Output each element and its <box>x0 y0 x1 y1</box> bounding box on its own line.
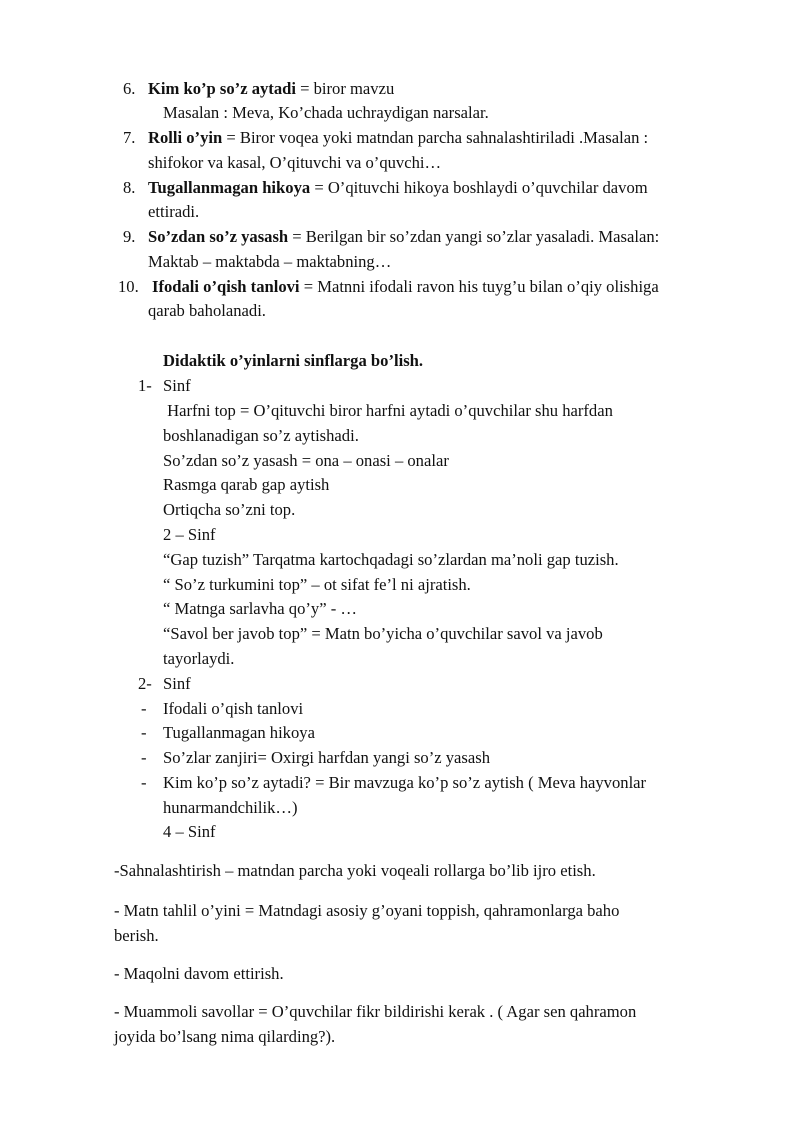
list-term: Rolli o’yin <box>148 128 223 147</box>
list-item-text: Harfni top = O’qituvchi biror harfni aytadi o’quvchilar shu harfdan <box>163 401 613 420</box>
list-item-text: “ So’z turkumini top” – ot sifat fe’l ni ajratish. <box>163 575 471 594</box>
list-marker: - <box>141 748 147 767</box>
list-item-text: 2 – Sinf <box>163 525 216 544</box>
list-text: = Matnni ifodali ravon his tuyg’u bilan o’qiy olishiga <box>299 277 659 296</box>
list-item-text: Rasmga qarab gap aytish <box>163 475 330 494</box>
list-number: 6. <box>123 79 136 98</box>
list-item-text: boshlanadigan so’z aytishadi. <box>163 426 359 445</box>
list-text: = Biror voqea yoki matndan parcha sahnalashtiriladi .Masalan : <box>222 128 649 147</box>
list-text: = biror mavzu <box>295 79 395 98</box>
list-text: = O’qituvchi hikoya boshlaydi o’quvchilar davom <box>310 178 648 197</box>
list-number: 10. <box>118 277 139 296</box>
list-item: Sinf <box>163 674 191 693</box>
list-marker: - <box>141 699 147 718</box>
list-item-text: “ Matnga sarlavha qo’y” - … <box>163 599 357 618</box>
list-item: Tugallanmagan hikoya <box>163 723 315 742</box>
paragraph-line: joyida bo’lsang nima qilarding?). <box>114 1027 336 1046</box>
list-item <box>148 225 659 250</box>
list-item <box>148 126 648 151</box>
list-marker: - <box>141 773 147 792</box>
list-number: 9. <box>123 227 136 246</box>
paragraph-line: - Muammoli savollar = O’quvchilar fikr bildirishi kerak . ( Agar sen qahramon <box>114 1002 637 1021</box>
list-item: Ifodali o’qish tanlovi <box>163 699 304 718</box>
list-item: So’zlar zanjiri= Oxirgi harfdan yangi so’z yasash <box>163 748 490 767</box>
list-term: Tugallanmagan hikoya <box>148 178 311 197</box>
list-term: So’zdan so’z yasash <box>148 227 289 246</box>
list-item <box>152 275 659 300</box>
list-item-text: Ortiqcha so’zni top. <box>163 500 296 519</box>
list-item-continuation: Masalan : Meva, Ko’chada uchraydigan narsalar. <box>163 103 489 122</box>
list-item-continuation: Maktab – maktabda – maktabning… <box>148 252 392 271</box>
paragraph-line: - Maqolni davom ettirish. <box>114 964 284 983</box>
list-item-continuation: ettiradi. <box>148 202 200 221</box>
list-item-continuation: shifokor va kasal, O’qituvchi va o’quvchi… <box>148 153 442 172</box>
list-number: 8. <box>123 178 136 197</box>
list-item: Kim ko’p so’z aytadi? = Bir mavzuga ko’p so’z aytish ( Meva hayvonlar <box>163 773 647 792</box>
list-item-text: “Savol ber javob top” = Matn bo’yicha o’quvchilar savol va javob <box>163 624 603 643</box>
list-item: Sinf <box>163 376 191 395</box>
list-term: Kim ko’p so’z aytadi <box>148 79 296 98</box>
list-item <box>148 77 394 102</box>
list-number: 7. <box>123 128 136 147</box>
list-term: Ifodali o’qish tanlovi <box>152 277 300 296</box>
list-marker: - <box>141 723 147 742</box>
list-item-continuation: qarab baholanadi. <box>148 301 266 320</box>
paragraph-line: berish. <box>114 926 159 945</box>
paragraph-line: - Matn tahlil o’yini = Matndagi asosiy g’oyani toppish, qahramonlarga baho <box>114 901 620 920</box>
list-item-text: So’zdan so’z yasash = ona – onasi – onalar <box>163 451 449 470</box>
list-item-continuation: hunarmandchilik…) <box>163 798 298 817</box>
list-marker: 2- <box>138 674 152 693</box>
list-item-text: 4 – Sinf <box>163 822 216 841</box>
list-item-text: “Gap tuzish” Tarqatma kartochqadagi so’zlardan ma’noli gap tuzish. <box>163 550 619 569</box>
list-item-text: tayorlaydi. <box>163 649 235 668</box>
paragraph-line: -Sahnalashtirish – matndan parcha yoki voqeali rollarga bo’lib ijro etish. <box>114 861 596 880</box>
section-heading: Didaktik o’yinlarni sinflarga bo’lish. <box>163 351 424 370</box>
list-item <box>148 176 648 201</box>
list-marker: 1- <box>138 376 152 395</box>
list-text: = Berilgan bir so’zdan yangi so’zlar yasaladi. Masalan: <box>288 227 660 246</box>
